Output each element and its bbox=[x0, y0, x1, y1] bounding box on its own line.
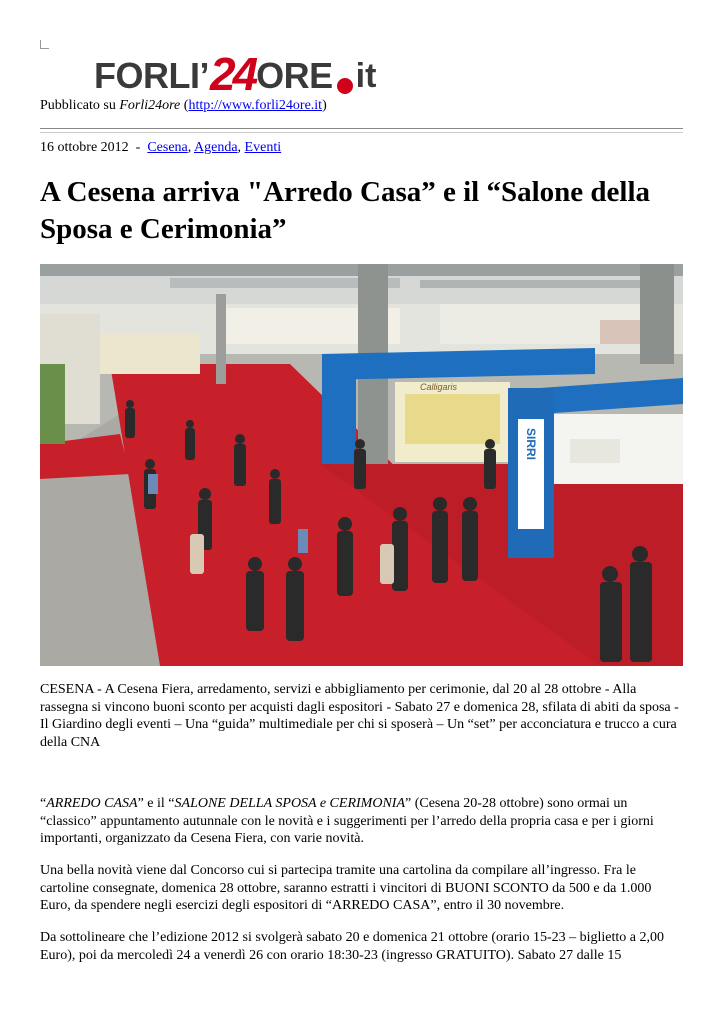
meta-separator: - bbox=[135, 140, 141, 155]
header-divider bbox=[40, 128, 683, 133]
article-paragraph-2: Una bella novità viene dal Concorso cui si partecipa tramite una cartolina da compilare all’ingresso. Fra le cartoline consegnate, domenica 28 ottobre, saranno estratti i vincitori di BUONI SCONTO da 500 e da 1.000 Euro, da spendere negli esercizi degli espositori di “ARREDO CASA”, entro il 30 novembre. bbox=[40, 863, 652, 914]
category-link-eventi[interactable]: Eventi bbox=[244, 140, 282, 155]
article-paragraph-1 bbox=[40, 795, 685, 848]
arredo-casa-em: ARREDO CASA bbox=[46, 796, 138, 811]
booth-sign-text: Calligaris bbox=[420, 382, 458, 392]
comma: , bbox=[237, 140, 242, 155]
category-link-agenda[interactable]: Agenda bbox=[194, 140, 238, 155]
article-date: 16 ottobre 2012 bbox=[40, 140, 129, 155]
article-meta bbox=[40, 139, 281, 157]
site-logo[interactable] bbox=[94, 46, 377, 100]
salone-sposa-em: SALONE DELLA SPOSA e CERIMONIA bbox=[174, 796, 405, 811]
published-prefix: Pubblicato su bbox=[40, 98, 116, 113]
article-lead: CESENA - A Cesena Fiera, arredamento, servizi e abbigliamento per cerimonie, dal 20 al 28 ottobre - Alla rassegna si vincono buoni sconto per acquisti dagli espositori - Sabato 27 e domenica 28, sfilata di abiti da sposa - Il Giardino degli eventi – Una “guida” multimediale per chi si sposerà – Un “set” per acconciatura e trucco a cura della CNA bbox=[40, 682, 679, 750]
article-title: A Cesena arriva "Arredo Casa” e il “Salone della Sposa e Cerimonia” bbox=[40, 176, 651, 245]
paragraph-1-rest: ” (Cesena 20-28 ottobre) sono ormai un “classico” appuntamento autunnale con le novità e i suggerimenti per l’arredo della propria casa e per i giorni importanti, organizzato da Cesena Fiera, con varie novità. bbox=[40, 796, 654, 847]
category-link-cesena[interactable]: Cesena bbox=[147, 140, 188, 155]
comma: , bbox=[187, 140, 192, 155]
quote-open: “ bbox=[40, 796, 47, 811]
published-line bbox=[40, 97, 327, 115]
close-paren: ) bbox=[322, 98, 327, 113]
logo-it-text: it bbox=[355, 57, 377, 95]
article-paragraph-3: Da sottolineare che l’edizione 2012 si svolgerà sabato 20 e domenica 21 ottobre (orario 15-23 – biglietto a 2,00 Euro), poi da mercoledì 24 a venerdì 26 con orario 18:30-23 (ingresso GRATUITO). Sabato 27 dalle 15 bbox=[40, 930, 664, 963]
open-paren: ( bbox=[183, 98, 189, 113]
site-url-link[interactable]: http://www.forli24ore.it bbox=[188, 98, 323, 113]
corner-mark bbox=[40, 40, 49, 49]
logo-ore-text: ORE bbox=[256, 55, 333, 96]
paragraph-1-mid: ” e il “ bbox=[137, 796, 175, 811]
logo-forli-text: FORLI’ bbox=[94, 55, 209, 96]
fair-hall-illustration bbox=[40, 264, 683, 666]
site-name: Forli24ore bbox=[119, 98, 181, 113]
logo-dot-icon bbox=[337, 78, 353, 94]
logo-24-text: 24 bbox=[209, 48, 256, 100]
article-photo bbox=[40, 264, 683, 666]
stand-sign-text: SIRRI bbox=[524, 427, 538, 461]
